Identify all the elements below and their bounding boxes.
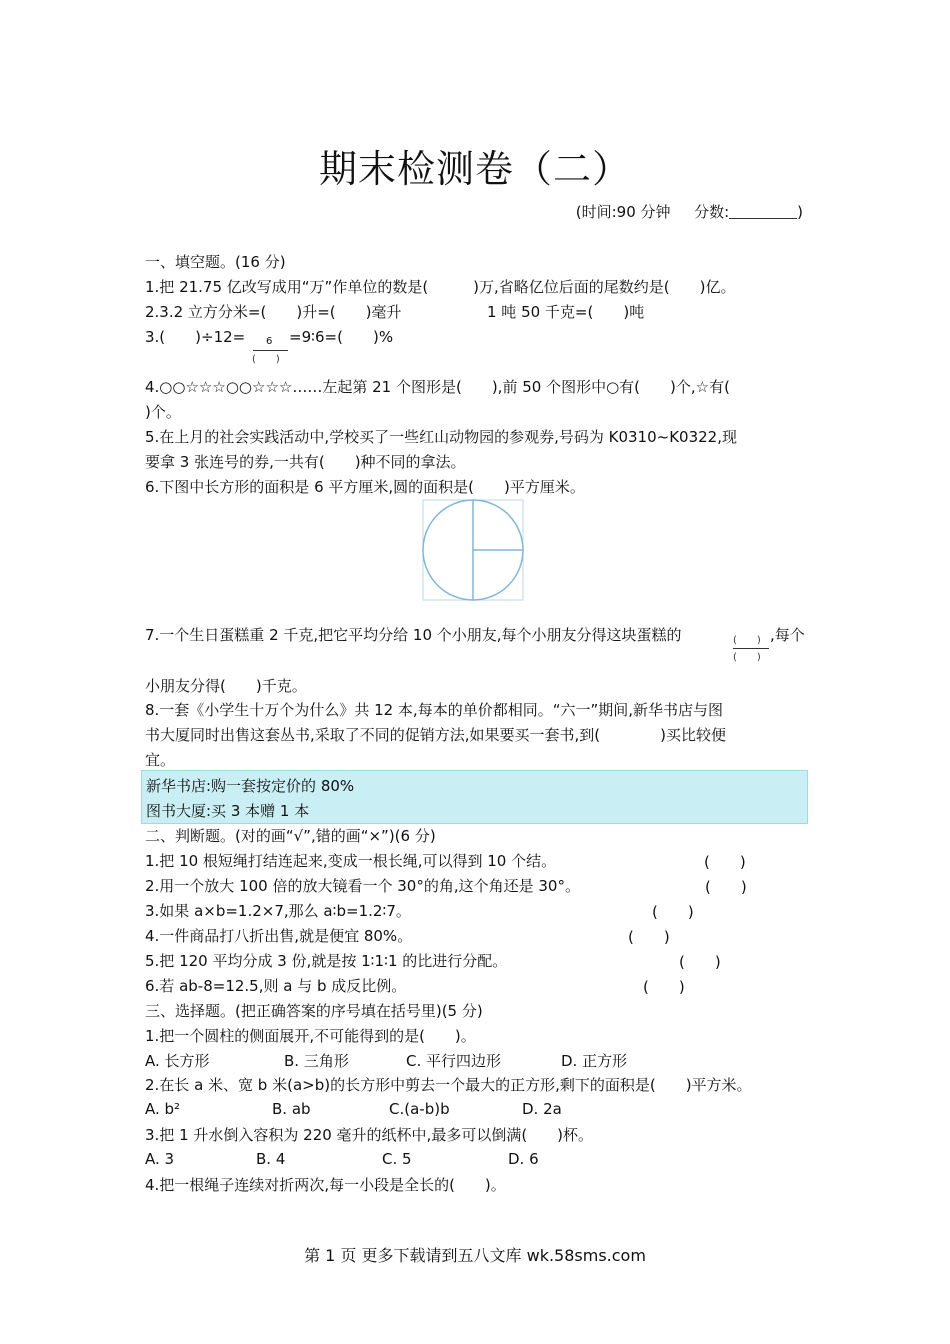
choice-q1-option-c[interactable]: C. 平行四边形 xyxy=(406,1052,502,1070)
judge-item-3: 3.如果 a×b=1.2×7,那么 a∶b=1.2∶7。 xyxy=(145,902,411,920)
q1-1: 1.把 21.75 亿改写成用“万”作单位的数是( )万,省略亿位后面的尾数约是( )亿。 xyxy=(145,278,736,296)
judge-item-2: 2.用一个放大 100 倍的放大镜看一个 30°的角,这个角还是 30°。 xyxy=(145,877,580,895)
section2-heading: 二、判断题。(对的画“√”,错的画“×”)(6 分) xyxy=(145,827,436,845)
circle-rectangle-figure xyxy=(420,497,530,603)
judge-item-1: 1.把 10 根短绳打结连起来,变成一根长绳,可以得到 10 个结。 xyxy=(145,852,557,870)
q1-3-fraction-denominator: ( ) xyxy=(252,354,280,365)
choice-q1-option-a[interactable]: A. 长方形 xyxy=(145,1052,210,1070)
promo-tushudasha: 图书大厦:买 3 本赠 1 本 xyxy=(146,802,310,820)
choice-q3-option-b[interactable]: B. 4 xyxy=(256,1150,286,1168)
choice-q2: 2.在长 a 米、宽 b 米(a>b)的长方形中剪去一个最大的正方形,剩下的面积是( )平方米。 xyxy=(145,1076,752,1094)
time-score-line xyxy=(576,201,803,222)
score-blank[interactable] xyxy=(729,204,797,219)
q1-7-fraction-denominator: ( ) xyxy=(733,652,761,663)
choice-q1-option-b[interactable]: B. 三角形 xyxy=(284,1052,349,1070)
q1-3-fraction-numerator: 6 xyxy=(266,336,273,347)
q1-4a: 4.○○☆☆☆○○☆☆☆……左起第 21 个图形是( ),前 50 个图形中○有( )个,☆有( xyxy=(145,378,730,396)
judge-paren-5[interactable]: ( ) xyxy=(679,953,721,971)
choice-q3-option-a[interactable]: A. 3 xyxy=(145,1150,175,1168)
q1-7a: 7.一个生日蛋糕重 2 千克,把它平均分给 10 个小朋友,每个小朋友分得这块蛋糕的 xyxy=(145,626,682,644)
section3-heading: 三、选择题。(把正确答案的序号填在括号里)(5 分) xyxy=(145,1002,483,1020)
judge-item-4: 4.一件商品打八折出售,就是便宜 80%。 xyxy=(145,927,413,945)
choice-q3-option-c[interactable]: C. 5 xyxy=(382,1150,412,1168)
choice-q2-option-c[interactable]: C.(a-b)b xyxy=(389,1100,450,1118)
q1-8a: 8.一套《小学生十万个为什么》共 12 本,每本的单价都相同。“六一”期间,新华书店与图 xyxy=(145,701,724,719)
q1-3a: 3.( )÷12= xyxy=(145,328,246,346)
judge-paren-4[interactable]: ( ) xyxy=(628,928,670,946)
q1-5b: 要拿 3 张连号的券,一共有( )种不同的拿法。 xyxy=(145,453,466,471)
choice-q2-option-b[interactable]: B. ab xyxy=(272,1100,311,1118)
q1-5a: 5.在上月的社会实践活动中,学校买了一些红山动物园的参观券,号码为 K0310~K0322,现 xyxy=(145,428,737,446)
section1-heading: 一、填空题。(16 分) xyxy=(145,253,286,271)
q1-3b: =9∶6=( )% xyxy=(289,328,394,346)
q1-4b: )个。 xyxy=(145,403,181,421)
judge-paren-3[interactable]: ( ) xyxy=(652,903,694,921)
promo-xinhua: 新华书店:购一套按定价的 80% xyxy=(146,777,355,795)
q1-2a: 2.3.2 立方分米=( )升=( )毫升 xyxy=(145,303,402,321)
meta-close: ) xyxy=(797,203,803,221)
page-footer: 第 1 页 更多下载请到五八文库 wk.58sms.com xyxy=(304,1246,646,1265)
choice-q1-option-d[interactable]: D. 正方形 xyxy=(561,1052,628,1070)
q1-7-fraction-numerator: ( ) xyxy=(733,635,761,646)
judge-item-5: 5.把 120 平均分成 3 份,就是按 1∶1∶1 的比进行分配。 xyxy=(145,952,508,970)
judge-paren-1[interactable]: ( ) xyxy=(704,853,746,871)
judge-paren-2[interactable]: ( ) xyxy=(705,878,747,896)
promo-table xyxy=(141,770,808,824)
score-label: 分数: xyxy=(694,203,730,221)
choice-q4: 4.把一根绳子连续对折两次,每一小段是全长的( )。 xyxy=(145,1176,506,1194)
choice-q3: 3.把 1 升水倒入容积为 220 毫升的纸杯中,最多可以倒满( )杯。 xyxy=(145,1126,594,1144)
choice-q1: 1.把一个圆柱的侧面展开,不可能得到的是( )。 xyxy=(145,1027,476,1045)
page-title: 期末检测卷（二） xyxy=(318,147,631,191)
choice-q2-option-d[interactable]: D. 2a xyxy=(522,1100,562,1118)
q1-8b: 书大厦同时出售这套丛书,采取了不同的促销方法,如果要买一套书,到( )买比较便 xyxy=(145,726,727,744)
q1-7a-tail: ,每个 xyxy=(770,626,805,644)
q1-6: 6.下图中长方形的面积是 6 平方厘米,圆的面积是( )平方厘米。 xyxy=(145,478,585,496)
judge-paren-6[interactable]: ( ) xyxy=(643,978,685,996)
judge-item-6: 6.若 ab-8=12.5,则 a 与 b 成反比例。 xyxy=(145,977,407,995)
choice-q3-option-d[interactable]: D. 6 xyxy=(508,1150,539,1168)
choice-q2-option-a[interactable]: A. b² xyxy=(145,1100,181,1118)
time-label: (时间:90 分钟 xyxy=(575,203,671,221)
q1-8c: 宜。 xyxy=(145,751,176,769)
q1-7b: 小朋友分得( )千克。 xyxy=(145,677,307,695)
q1-2b: 1 吨 50 千克=( )吨 xyxy=(487,303,645,321)
